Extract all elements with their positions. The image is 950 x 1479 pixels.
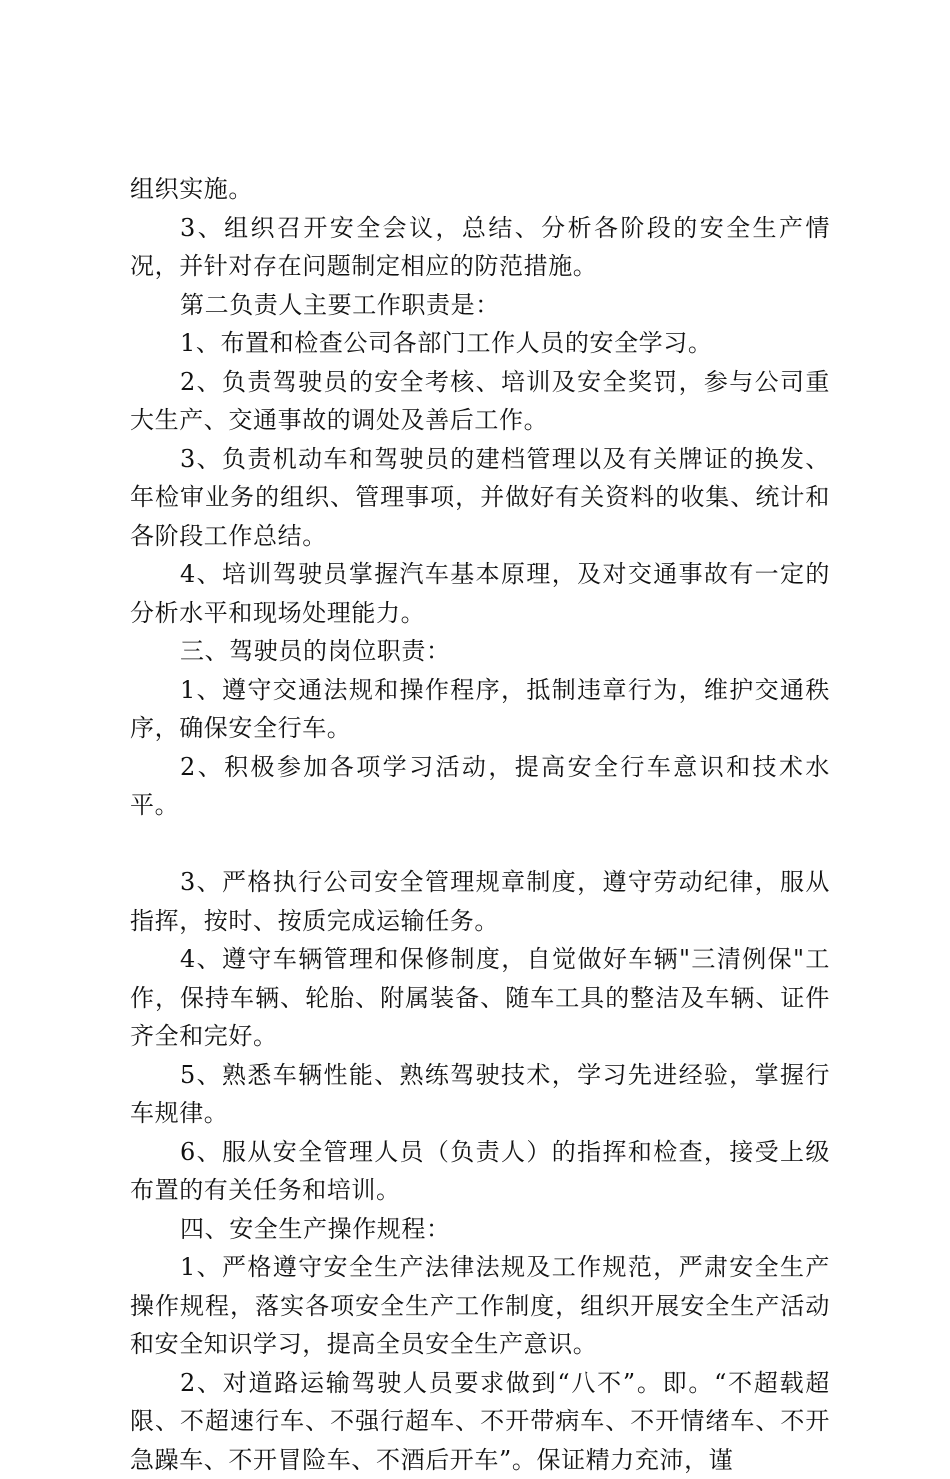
paragraph-16: 1、严格遵守安全生产法律法规及工作规范，严肃安全生产操作规程，落实各项安全生产工作制度，组织开展安全生产活动和安全知识学习，提高全员安全生产意识。 — [130, 1248, 830, 1364]
paragraph-12: 4、遵守车辆管理和保修制度，自觉做好车辆"三清例保"工作，保持车辆、轮胎、附属装备、随车工具的整洁及车辆、证件齐全和完好。 — [130, 940, 830, 1056]
paragraph-2: 3、组织召开安全会议，总结、分析各阶段的安全生产情况，并针对存在问题制定相应的防范措施。 — [130, 209, 830, 286]
paragraph-17: 2、对道路运输驾驶人员要求做到“八不”。即。“不超载超限、不超速行车、不强行超车、不开带病车、不开情绪车、不开急躁车、不开冒险车、不酒后开车”。保证精力充沛，谨 — [130, 1364, 830, 1479]
paragraph-14: 6、服从安全管理人员（负责人）的指挥和检查，接受上级布置的有关任务和培训。 — [130, 1133, 830, 1210]
paragraph-5: 2、负责驾驶员的安全考核、培训及安全奖罚，参与公司重大生产、交通事故的调处及善后工作。 — [130, 363, 830, 440]
paragraph-13: 5、熟悉车辆性能、熟练驾驶技术，学习先进经验，掌握行车规律。 — [130, 1056, 830, 1133]
paragraph-3: 第二负责人主要工作职责是： — [130, 286, 830, 325]
paragraph-4: 1、布置和检查公司各部门工作人员的安全学习。 — [130, 324, 830, 363]
blank-line — [130, 825, 830, 864]
paragraph-1: 组织实施。 — [130, 170, 830, 209]
paragraph-8: 三、驾驶员的岗位职责： — [130, 632, 830, 671]
paragraph-6: 3、负责机动车和驾驶员的建档管理以及有关牌证的换发、年检审业务的组织、管理事项，并做好有关资料的收集、统计和各阶段工作总结。 — [130, 440, 830, 556]
paragraph-9: 1、遵守交通法规和操作程序，抵制违章行为，维护交通秩序，确保安全行车。 — [130, 671, 830, 748]
paragraph-10: 2、积极参加各项学习活动，提高安全行车意识和技术水平。 — [130, 748, 830, 825]
paragraph-7: 4、培训驾驶员掌握汽车基本原理，及对交通事故有一定的分析水平和现场处理能力。 — [130, 555, 830, 632]
document-body — [130, 170, 830, 1479]
paragraph-11: 3、严格执行公司安全管理规章制度，遵守劳动纪律，服从指挥，按时、按质完成运输任务。 — [130, 863, 830, 940]
paragraph-15: 四、安全生产操作规程： — [130, 1210, 830, 1249]
